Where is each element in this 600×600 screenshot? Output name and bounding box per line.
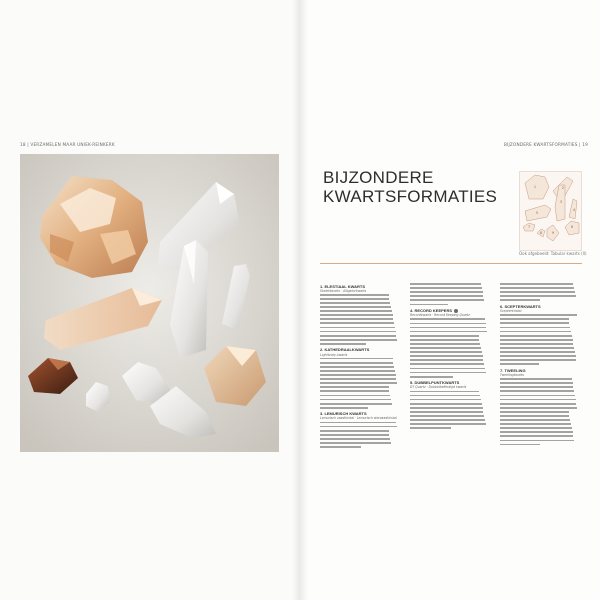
diagram-number-label: 3 xyxy=(559,200,563,204)
text-line-bar xyxy=(500,291,575,293)
text-line-bar xyxy=(500,386,573,388)
text-line-bar xyxy=(320,426,397,428)
book-gutter xyxy=(292,0,308,600)
left-running-head: 18 | VERZAMELEN MAAR UNIEK-REINKERK xyxy=(20,142,115,147)
text-line-bar xyxy=(320,310,392,312)
crystal-key-diagram xyxy=(519,171,582,251)
text-line-bar xyxy=(500,382,573,384)
text-line-bar xyxy=(500,331,571,333)
text-line-bar xyxy=(410,295,483,297)
text-line-bar xyxy=(320,358,393,360)
body-text-block xyxy=(410,317,488,378)
text-line-bar xyxy=(410,372,486,374)
text-line-bar xyxy=(410,291,483,293)
text-line-bar xyxy=(320,331,396,333)
text-line-bar xyxy=(320,298,389,300)
text-line-bar xyxy=(320,386,389,388)
section-heading-elestial: 1. ELESTIAAL KWARTS xyxy=(320,283,366,289)
text-line-bar xyxy=(410,299,484,301)
text-line-bar xyxy=(320,362,393,364)
text-line-bar xyxy=(320,374,396,376)
text-line-bar xyxy=(500,318,569,320)
text-column-2 xyxy=(410,282,488,430)
section-subtitle-lemurian: Lemurisch zaadkristal · Lemurisch sterzaadkristal xyxy=(320,416,397,421)
text-line-bar xyxy=(410,359,483,361)
text-line-bar xyxy=(500,314,577,316)
text-line xyxy=(500,393,578,397)
text-line xyxy=(500,325,578,329)
text-line-bar xyxy=(320,335,396,337)
text-line-bar xyxy=(500,359,576,361)
text-line-bar xyxy=(410,339,479,341)
diagram-caption: Ook afgebeeld: Tabular kwarts (ll) xyxy=(519,251,587,256)
diagram-number-label: 5 xyxy=(535,211,539,215)
diagram-number-label: 8 xyxy=(539,231,543,235)
text-line-bar xyxy=(410,304,448,306)
section-heading-cathedral: 2. KATHEDRAALKWARTS xyxy=(320,347,370,353)
text-line xyxy=(410,326,488,330)
text-line-bar xyxy=(320,343,366,345)
text-line-bar xyxy=(320,407,368,409)
text-line xyxy=(500,438,578,442)
text-line-bar xyxy=(500,351,575,353)
text-line xyxy=(320,342,398,346)
text-line xyxy=(320,445,398,449)
text-line-bar xyxy=(320,399,391,401)
text-line xyxy=(320,393,398,397)
text-line-bar xyxy=(410,323,486,325)
section-heading-record-keepers-text: 4. RECORD KEEPERS xyxy=(410,308,453,314)
text-line-bar xyxy=(320,318,393,320)
text-line-bar xyxy=(500,299,540,301)
diagram-number-label: 6 xyxy=(570,225,574,229)
body-text-block xyxy=(410,389,488,430)
text-line-bar xyxy=(500,355,576,357)
text-line-bar xyxy=(320,294,389,296)
text-line xyxy=(410,375,488,379)
diagram-number-label: 4 xyxy=(572,208,576,212)
text-line-bar xyxy=(500,407,577,409)
body-text-block xyxy=(500,377,578,447)
text-line-bar xyxy=(410,327,486,329)
text-line-bar xyxy=(500,390,574,392)
body-text-block xyxy=(500,313,578,366)
text-line-bar xyxy=(500,395,575,397)
text-line-bar xyxy=(500,363,539,365)
body-text-block xyxy=(320,421,398,450)
text-line-bar xyxy=(320,322,394,324)
text-line-bar xyxy=(410,427,451,429)
text-line-bar xyxy=(410,368,485,370)
text-line-bar xyxy=(500,411,569,413)
text-line-bar xyxy=(500,403,576,405)
text-column-3 xyxy=(500,282,578,447)
text-line-bar xyxy=(410,351,482,353)
text-line-bar xyxy=(410,283,481,285)
text-line-bar xyxy=(320,430,389,432)
text-line-bar xyxy=(410,399,481,401)
text-line-bar xyxy=(320,390,389,392)
section-subtitle-scepter: Scepterkristal xyxy=(500,309,522,314)
accent-rule xyxy=(320,263,582,264)
text-line-bar xyxy=(500,322,569,324)
text-line-bar xyxy=(410,411,483,413)
text-line-bar xyxy=(410,415,484,417)
text-line-bar xyxy=(500,419,570,421)
text-line-bar xyxy=(500,444,540,446)
crystal-key-outline xyxy=(519,171,582,251)
text-line-bar xyxy=(320,422,396,424)
text-line-bar xyxy=(410,287,482,289)
text-line-bar xyxy=(320,434,389,436)
text-line-bar xyxy=(500,335,572,337)
text-line-bar xyxy=(320,327,395,329)
text-line xyxy=(500,298,578,302)
text-line-bar xyxy=(410,403,482,405)
text-line-bar xyxy=(320,378,396,380)
text-line-bar xyxy=(410,343,480,345)
text-line-bar xyxy=(500,327,570,329)
text-line-bar xyxy=(320,446,361,448)
text-line-bar xyxy=(410,407,483,409)
text-line-bar xyxy=(500,283,573,285)
text-line-bar xyxy=(410,419,485,421)
text-column-1 xyxy=(320,282,398,449)
section-subtitle-double-terminated: DT Quartz · Dubbelbeëindigd kwarts xyxy=(410,385,467,390)
text-line xyxy=(410,302,488,306)
text-line-bar xyxy=(500,399,576,401)
text-line-bar xyxy=(500,431,573,433)
text-line-bar xyxy=(320,302,390,304)
text-line-bar xyxy=(320,370,395,372)
text-line-bar xyxy=(500,343,573,345)
text-line-bar xyxy=(500,427,572,429)
text-line-bar xyxy=(500,415,569,417)
text-line xyxy=(320,421,398,425)
text-line-bar xyxy=(320,395,390,397)
text-line-bar xyxy=(410,355,483,357)
text-line-bar xyxy=(500,295,576,297)
diagram-number-label: 2 xyxy=(561,186,565,190)
text-line-bar xyxy=(410,423,486,425)
text-line-bar xyxy=(320,339,397,341)
text-line-bar xyxy=(320,438,390,440)
section-subtitle-twin: Tweelingkwarts xyxy=(500,372,524,377)
body-text-block xyxy=(410,282,488,307)
section-heading-scepter: 6. SCEPTERKWARTS xyxy=(500,303,541,309)
section-heading-lemurian: 3. LEMURISCH KWARTS xyxy=(320,411,367,417)
diagram-number-label: 1 xyxy=(533,185,537,189)
crystal-photo-illustration xyxy=(20,154,279,452)
diagram-number-label: 7 xyxy=(527,225,531,229)
body-text-block xyxy=(320,293,398,346)
section-heading-twin: 7. TWEELING xyxy=(500,367,526,373)
text-line-bar xyxy=(320,306,391,308)
section-subtitle-cathedral: Lightbrary-kwarts xyxy=(320,352,348,357)
diagram-number-label: 9 xyxy=(551,231,555,235)
crystal-photo xyxy=(20,154,279,452)
text-line xyxy=(500,362,578,366)
text-line xyxy=(410,389,488,393)
text-line xyxy=(320,325,398,329)
text-line-bar xyxy=(410,395,480,397)
text-line-bar xyxy=(500,287,574,289)
body-text-block xyxy=(500,282,578,302)
text-line xyxy=(410,394,488,398)
body-text-block xyxy=(320,357,398,410)
text-line-bar xyxy=(320,442,391,444)
text-line-bar xyxy=(500,378,572,380)
text-line xyxy=(410,321,488,325)
text-line xyxy=(410,426,488,430)
text-line xyxy=(320,406,398,410)
text-line-bar xyxy=(320,314,393,316)
section-heading-double-terminated: 5. DUBBELPUNTKWARTS xyxy=(410,380,460,386)
text-line xyxy=(410,366,488,370)
section-subtitle-record-keepers: Recordkwarts · Record Keeping Quartz xyxy=(410,313,470,318)
text-line-bar xyxy=(320,403,392,405)
text-line-bar xyxy=(320,366,394,368)
text-line-bar xyxy=(500,435,573,437)
text-line-bar xyxy=(410,318,485,320)
text-line-bar xyxy=(500,440,574,442)
text-line-bar xyxy=(410,391,479,393)
text-line-bar xyxy=(410,347,481,349)
right-running-head: BIJZONDERE KWARTSFORMATIES | 19 xyxy=(503,142,588,147)
text-line-bar xyxy=(410,331,487,333)
section-subtitle-elestial: Skeletkwarts · Alligatorkwarts xyxy=(320,288,367,293)
title-line-1: BIJZONDERE xyxy=(323,168,434,187)
text-line-bar xyxy=(500,339,573,341)
text-line-bar xyxy=(410,363,484,365)
text-line-bar xyxy=(410,335,479,337)
title-line-2: KWARTSFORMATIES xyxy=(323,187,498,206)
text-line-bar xyxy=(320,382,397,384)
text-line-bar xyxy=(500,423,571,425)
text-line-bar xyxy=(410,376,453,378)
text-line xyxy=(500,443,578,447)
page-title xyxy=(323,168,497,206)
text-line-bar xyxy=(500,347,574,349)
